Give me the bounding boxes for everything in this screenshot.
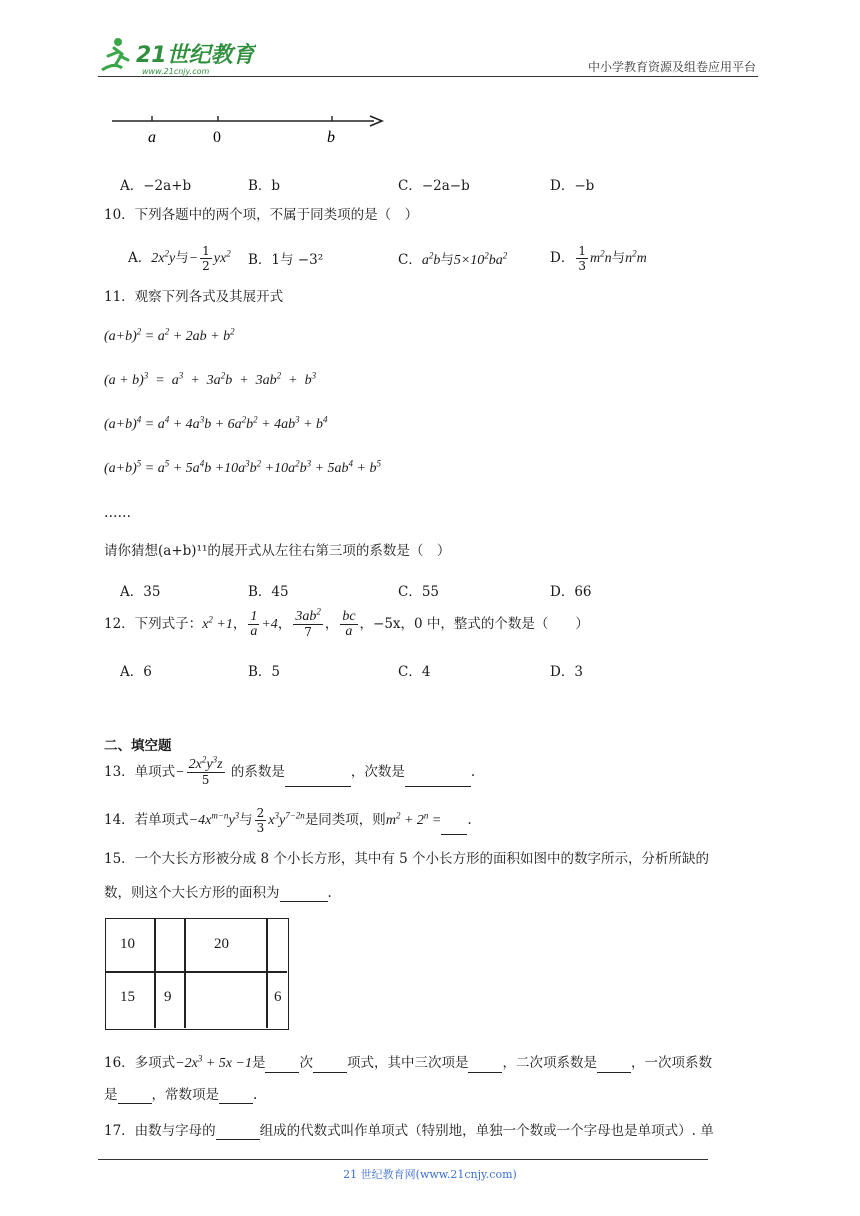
- q9-option-a[interactable]: A．−2a+b: [120, 178, 192, 194]
- q9-option-b[interactable]: B．b: [248, 178, 281, 194]
- number-line-label-a: a: [148, 129, 156, 146]
- grid-cell-r2c4: 6: [274, 989, 282, 1005]
- q9-option-d[interactable]: D．−b: [550, 178, 595, 194]
- footer-divider: [98, 1159, 708, 1160]
- q16-blank-degree[interactable]: [265, 1059, 299, 1073]
- q13-blank-degree[interactable]: [405, 773, 471, 787]
- grid-cell-r1c3: 20: [214, 936, 229, 952]
- q17-blank[interactable]: [216, 1126, 260, 1140]
- q12-option-d[interactable]: D．3: [550, 664, 583, 680]
- q14-stem: 14．若单项式$-4x^{m-n}y^3$与 $\frac{2}{3}$ $x^3y^{7-2n}$是同类项，则$m^2 + 2^n$ = .: [104, 806, 472, 835]
- q11-expansion-4: $(a+b)^4 = a^4 + 4a^3b + 6a^2b^2 + 4ab^3 + b^4$: [104, 414, 328, 432]
- svg-text:21世纪教育: 21世纪教育: [136, 43, 255, 68]
- q11-expansion-3: $(a + b)^3 = a^3 + 3a^2b + 3ab^2 + b^3$: [104, 370, 317, 388]
- q12-option-a[interactable]: A．6: [120, 664, 152, 680]
- q11-ellipsis: ……: [104, 505, 131, 521]
- q9-option-c[interactable]: C．−2a−b: [398, 178, 470, 194]
- q16-blank-cubic-term[interactable]: [468, 1059, 502, 1073]
- section-fill-in-title: 二、填空题: [104, 738, 172, 754]
- q11-option-c[interactable]: C．55: [398, 584, 440, 600]
- number-line-label-0: 0: [213, 129, 221, 146]
- q12-option-c[interactable]: C．4: [398, 664, 431, 680]
- q11-expansion-2: $(a+b)^2 = a^2 + 2ab + b^2$: [104, 326, 235, 344]
- q16-line2: 是 ，常数项是 .: [104, 1087, 258, 1103]
- q15-line2: 数，则这个大长方形的面积为 .: [104, 885, 332, 901]
- q12-option-b[interactable]: B．5: [248, 664, 281, 680]
- q11-expansion-5: $(a+b)^5 = a^5 + 5a^4b +10a^3b^2 +10a^2b^3 + 5ab^4 + b^5$: [104, 458, 381, 476]
- number-line-figure: [112, 110, 392, 154]
- q10-stem: 10．下列各题中的两个项，不属于同类项的是（ ）: [104, 207, 419, 223]
- q10-option-b[interactable]: B．1与 −3²: [248, 252, 324, 268]
- q10-option-a[interactable]: A．$2x^2y$与− $\frac{1}{2}$ $yx^2$: [128, 244, 231, 273]
- site-logo: [96, 34, 256, 78]
- grid-cell-r2c1: 15: [120, 989, 135, 1005]
- q13-blank-coefficient[interactable]: [285, 773, 351, 787]
- q15-area-grid: [105, 918, 289, 1030]
- header-divider: [98, 76, 758, 77]
- q17-line1: 17．由数与字母的 组成的代数式叫作单项式（特别地，单独一个数或一个字母也是单项式）. 单: [104, 1123, 714, 1139]
- q11-option-b[interactable]: B．45: [248, 584, 289, 600]
- q15-blank[interactable]: [280, 888, 328, 902]
- q14-blank[interactable]: [441, 821, 467, 835]
- svg-text:www.21cnjy.com: www.21cnjy.com: [142, 67, 210, 76]
- number-line-label-b: b: [327, 129, 335, 146]
- q11-question: 请你猜想(a+b)¹¹的展开式从左往右第三项的系数是（ ）: [104, 543, 451, 559]
- q12-stem: 12．下列式子：$x^2 +1$， $\frac{1}{a}$ +4， $\frac{3ab^2}{7}$ ， $\frac{bc}{a}$ ，−5x，0 中，整式的个数是（ ）: [104, 606, 589, 639]
- q16-blank-terms[interactable]: [313, 1059, 347, 1073]
- q15-line1: 15．一个大长方形被分成 8 个小长方形，其中有 5 个小长方形的面积如图中的数字所示，分析所缺的: [104, 851, 710, 867]
- grid-cell-r2c2: 9: [164, 989, 172, 1005]
- q11-option-d[interactable]: D．66: [550, 584, 592, 600]
- q10-option-d[interactable]: D． $\frac{1}{3}$ $m^2n$与$n^2m$: [550, 244, 647, 273]
- q16-blank-quadratic-coef[interactable]: [597, 1059, 631, 1073]
- header-platform-name: 中小学教育资源及组卷应用平台: [587, 60, 756, 74]
- q13-stem: 13．单项式− $\frac{2x^2y^3z}{5}$ 的系数是 ，次数是 .: [104, 754, 476, 787]
- q16-blank-constant[interactable]: [219, 1090, 253, 1104]
- q11-option-a[interactable]: A．35: [120, 584, 161, 600]
- grid-cell-r1c1: 10: [120, 936, 135, 952]
- q16-blank-linear-coef[interactable]: [118, 1090, 152, 1104]
- q16-line1: 16．多项式$-2x^3 + 5x -1$是 次 项式，其中三次项是 ，二次项系数是 ，一次项系数: [104, 1053, 712, 1071]
- footer-site-link[interactable]: 21 世纪教育网(www.21cnjy.com): [343, 1168, 517, 1181]
- q10-option-c[interactable]: C．$a^2b$与$5\times 10^2ba^2$: [398, 250, 508, 268]
- q11-stem: 11．观察下列各式及其展开式: [104, 289, 284, 305]
